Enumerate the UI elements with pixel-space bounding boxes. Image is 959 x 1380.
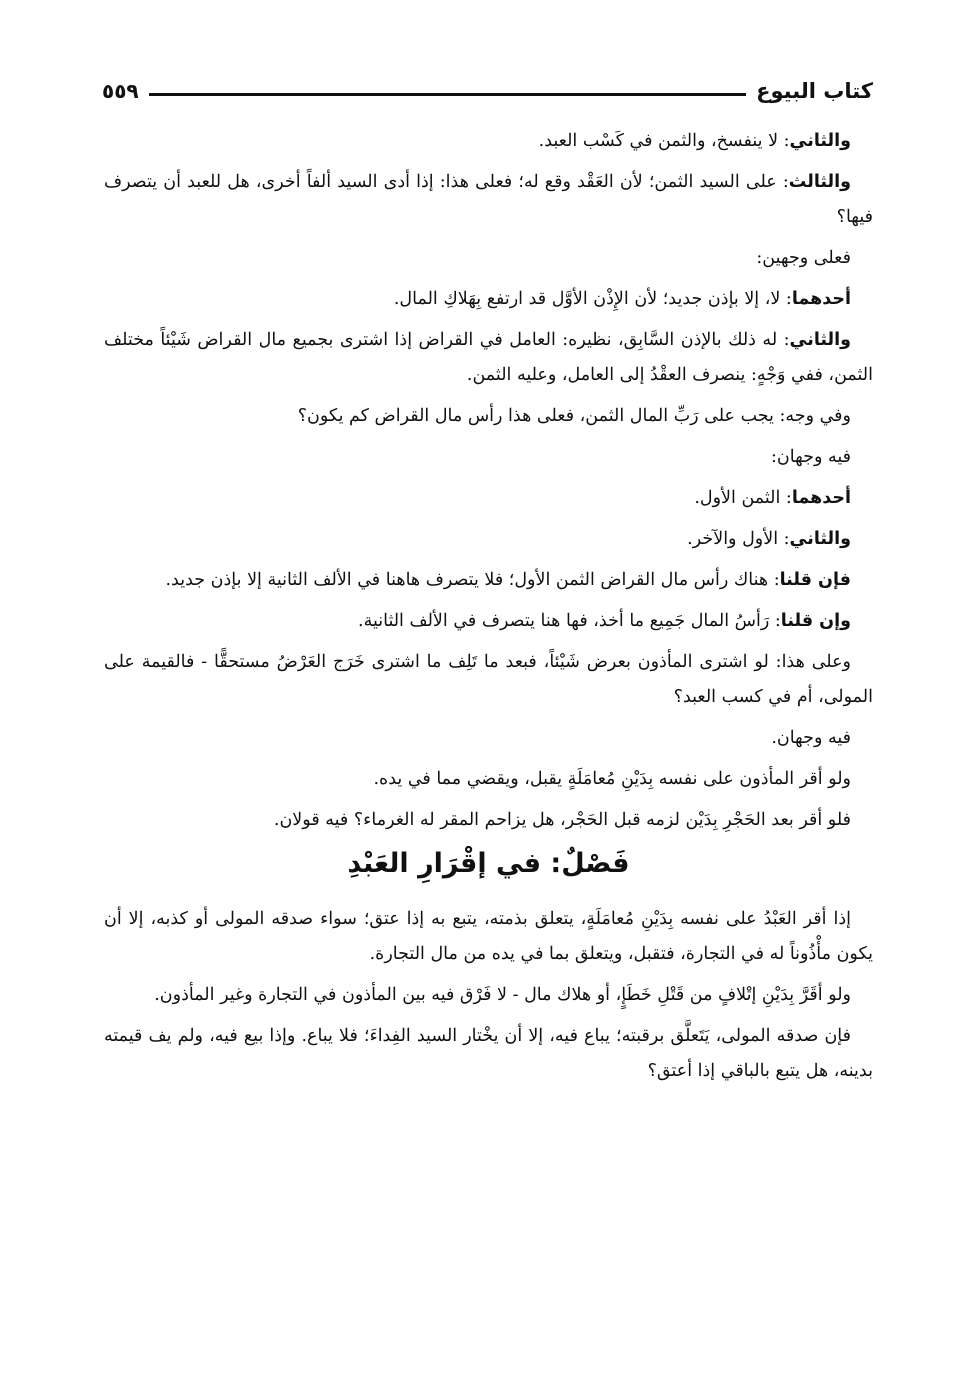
running-header (102, 74, 873, 108)
paragraph-text: وفي وجه: يجب على رَبِّ المال الثمن، فعلى هذا رأس مال القراض كم يكون؟ (297, 406, 851, 426)
paragraph-text: : الثمن الأول. (694, 488, 792, 508)
paragraph-text: ولو أقر المأذون على نفسه بِدَيْنِ مُعامَلَةٍ يقبل، ويقضي مما في يده. (373, 769, 851, 789)
paragraph (104, 563, 873, 598)
paragraph (104, 762, 873, 797)
paragraph-lead: والثاني (789, 529, 851, 549)
paragraph-lead: أحدهما (791, 289, 851, 309)
paragraph-text: فيه وجهان. (771, 728, 851, 748)
paragraph (104, 323, 873, 393)
paragraph-text: فيه وجهان: (770, 447, 851, 467)
paragraph-text: : لا ينفسخ، والثمن في كَسْب العبد. (538, 131, 790, 151)
paragraph-text: فإن صدقه المولى، يَتَعلَّق برقبته؛ يباع فيه، إلا أن يخْتار السيد الفِداءَ؛ فلا يباع. وإذا بيع فيه، ولم يف قيمته بدينه، هل يتبع بالباقي إذا أعتق؟ (104, 1026, 873, 1081)
paragraph (104, 399, 873, 434)
paragraph (104, 604, 873, 639)
paragraph (104, 282, 873, 317)
paragraph-text: : رَأسُ المال جَمِيع ما أخذ، فها هنا يتصرف في الألف الثانية. (358, 611, 781, 631)
paragraph (104, 440, 873, 475)
header-rule (149, 93, 747, 96)
paragraph-lead: والثاني (789, 131, 851, 151)
section-heading: فَصْلٌ: في إقْرَارِ العَبْدِ (347, 848, 630, 879)
paragraph-text: ولو أقَرَّ بِدَيْنِ إتْلافٍ من قَتْلِ خَطَإٍ، أو هلاك مال - لا فَرْق فيه بين المأذون في التجارة وغير المأذون. (154, 985, 851, 1005)
paragraph (104, 124, 873, 159)
page-number: ٥٥٩ (102, 79, 139, 103)
paragraph-lead: فإن قلنا (779, 570, 851, 590)
paragraph (104, 522, 873, 557)
paragraph-text: فلو أقر بعد الحَجْرِ بِدَيْن لزمه قبل الحَجْر، هل يزاحم المقر له الغرماء؟ فيه قولان. (273, 810, 851, 830)
paragraph-text: : هناك رأس مال القراض الثمن الأول؛ فلا يتصرف هاهنا في الألف الثانية إلا بإذن جديد. (165, 570, 780, 590)
paragraph (104, 1019, 873, 1089)
paragraph-text: : لا، إلا بإذن جديد؛ لأن الإِذْن الأوَّل قد ارتفع بِهَلاكِ المال. (393, 289, 792, 309)
paragraph-lead: وإن قلنا (780, 611, 851, 631)
chapter-title: كتاب البيوع (756, 79, 873, 103)
paragraph-text: وعلى هذا: لو اشترى المأذون بعرض شَيْئاً، فبعد ما تَلِف ما اشترى خَرَج العَرْضُ مستحقًّا - فالقيمة على المولى، أم في كسب العبد؟ (104, 652, 873, 707)
paragraph (104, 241, 873, 276)
paragraph-lead: والثالث (788, 172, 851, 192)
paragraph (104, 645, 873, 715)
paragraph-lead: أحدهما (791, 488, 851, 508)
paragraph (104, 803, 873, 838)
paragraph-text: : له ذلك بالإذن السَّابِق، نظيره: العامل في القراض إذا اشترى بجميع مال القراض شَيْئاً مختلف الثمن، ففي وَجْهٍ: ينصرف العقْدُ إلى العامل، وعليه الثمن. (104, 330, 873, 385)
main-text (104, 124, 873, 1095)
paragraph-text: : على السيد الثمن؛ لأن العَقْد وقع له؛ فعلى هذا: إذا أدى السيد ألفاً أخرى، هل للعبد أن يتصرف فيها؟ (104, 172, 873, 227)
paragraph-text: : الأول والآخر. (687, 529, 790, 549)
paragraph-text: فعلى وجهين: (756, 248, 851, 268)
paragraph (104, 481, 873, 516)
paragraph (104, 978, 873, 1013)
paragraph (104, 902, 873, 972)
paragraph-lead: والثاني (789, 330, 851, 350)
paragraph (104, 721, 873, 756)
paragraph (104, 165, 873, 235)
paragraph-text: إذا أقر العَبْدُ على نفسه بِدَيْنِ مُعامَلَةٍ، يتعلق بذمته، يتبع به إذا عتق؛ سواء صدقه المولى أو كذبه، إلا أن يكون مأْذُوناً له في التجارة، فتقبل، ويتعلق بما في يده من مال التجارة. (104, 909, 873, 964)
